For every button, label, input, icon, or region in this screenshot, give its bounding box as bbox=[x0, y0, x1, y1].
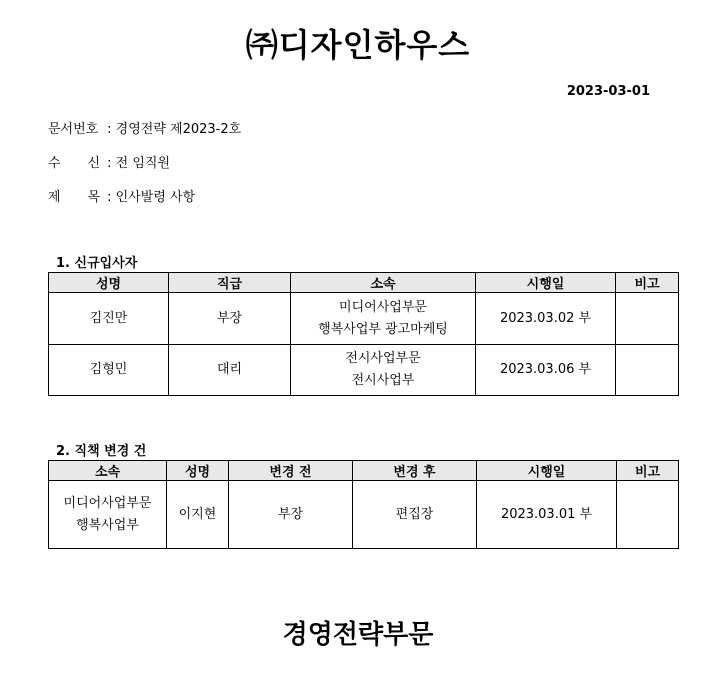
effective-date-cell: 2023.03.06 부 bbox=[476, 345, 616, 396]
column-header: 비고 bbox=[617, 461, 679, 481]
table-row bbox=[49, 481, 679, 549]
doc-number-line bbox=[48, 118, 241, 137]
company-name: ㈜디자인하우스 bbox=[245, 26, 471, 64]
recipient-label-char: 신 bbox=[87, 156, 100, 171]
column-header: 변경 전 bbox=[229, 461, 353, 481]
table-header-row bbox=[49, 273, 679, 293]
column-header: 성명 bbox=[167, 461, 229, 481]
dept-line: 전시사업부 bbox=[351, 373, 415, 388]
recipient-line bbox=[48, 152, 170, 171]
recipient-value: 전 임직원 bbox=[115, 156, 171, 171]
doc-number-label: 문서번호 bbox=[48, 122, 99, 137]
dept-line: 행복사업부 광고마케팅 bbox=[318, 321, 448, 337]
table-header-row bbox=[49, 461, 679, 481]
position-change-table bbox=[48, 460, 679, 549]
note-cell bbox=[617, 481, 679, 549]
dept-cell bbox=[291, 293, 476, 345]
issuing-department: 경영전략부문 bbox=[282, 620, 434, 650]
dept-cell bbox=[291, 345, 476, 396]
column-header: 비고 bbox=[616, 273, 679, 293]
rank-cell: 대리 bbox=[169, 345, 291, 396]
column-header: 변경 후 bbox=[353, 461, 477, 481]
column-header: 시행일 bbox=[477, 461, 617, 481]
dept-cell bbox=[49, 481, 167, 549]
effective-date-cell: 2023.03.02 부 bbox=[476, 293, 616, 345]
section1-title: 1. 신규입사자 bbox=[56, 256, 138, 271]
new-hires-table bbox=[48, 272, 679, 396]
column-header: 성명 bbox=[49, 273, 169, 293]
after-cell: 편집장 bbox=[353, 481, 477, 549]
column-header: 소속 bbox=[49, 461, 167, 481]
table-row bbox=[49, 293, 679, 345]
document-date: 2023-03-01 bbox=[566, 84, 650, 99]
note-cell bbox=[616, 345, 679, 396]
recipient-label-char: 수 bbox=[48, 156, 61, 171]
dept-line: 미디어사업부문 bbox=[63, 495, 152, 511]
recipient-sep: : bbox=[107, 156, 112, 171]
column-header: 소속 bbox=[291, 273, 476, 293]
subject-label-char: 제 bbox=[48, 190, 61, 205]
before-cell: 부장 bbox=[229, 481, 353, 549]
name-cell: 이지현 bbox=[167, 481, 229, 549]
note-cell bbox=[616, 293, 679, 345]
dept-line: 전시사업부문 bbox=[345, 351, 421, 366]
name-cell: 김형민 bbox=[49, 345, 169, 396]
effective-date-cell: 2023.03.01 부 bbox=[477, 481, 617, 549]
doc-number-value: 경영전략 제2023-2호 bbox=[115, 122, 242, 137]
dept-line: 미디어사업부문 bbox=[339, 299, 427, 315]
subject-label-char: 목 bbox=[87, 190, 100, 205]
column-header: 시행일 bbox=[476, 273, 616, 293]
column-header: 직급 bbox=[169, 273, 291, 293]
recipient-label bbox=[48, 152, 100, 171]
doc-number-sep: : bbox=[107, 122, 112, 137]
dept-line: 행복사업부 bbox=[76, 517, 139, 533]
subject-sep: : bbox=[107, 190, 112, 205]
rank-cell: 부장 bbox=[169, 293, 291, 345]
section2-title: 2. 직책 변경 건 bbox=[56, 444, 147, 459]
subject-line bbox=[48, 186, 195, 205]
name-cell: 김진만 bbox=[49, 293, 169, 345]
table-row bbox=[49, 345, 679, 396]
subject-value: 인사발령 사항 bbox=[115, 190, 196, 205]
subject-label bbox=[48, 186, 100, 205]
